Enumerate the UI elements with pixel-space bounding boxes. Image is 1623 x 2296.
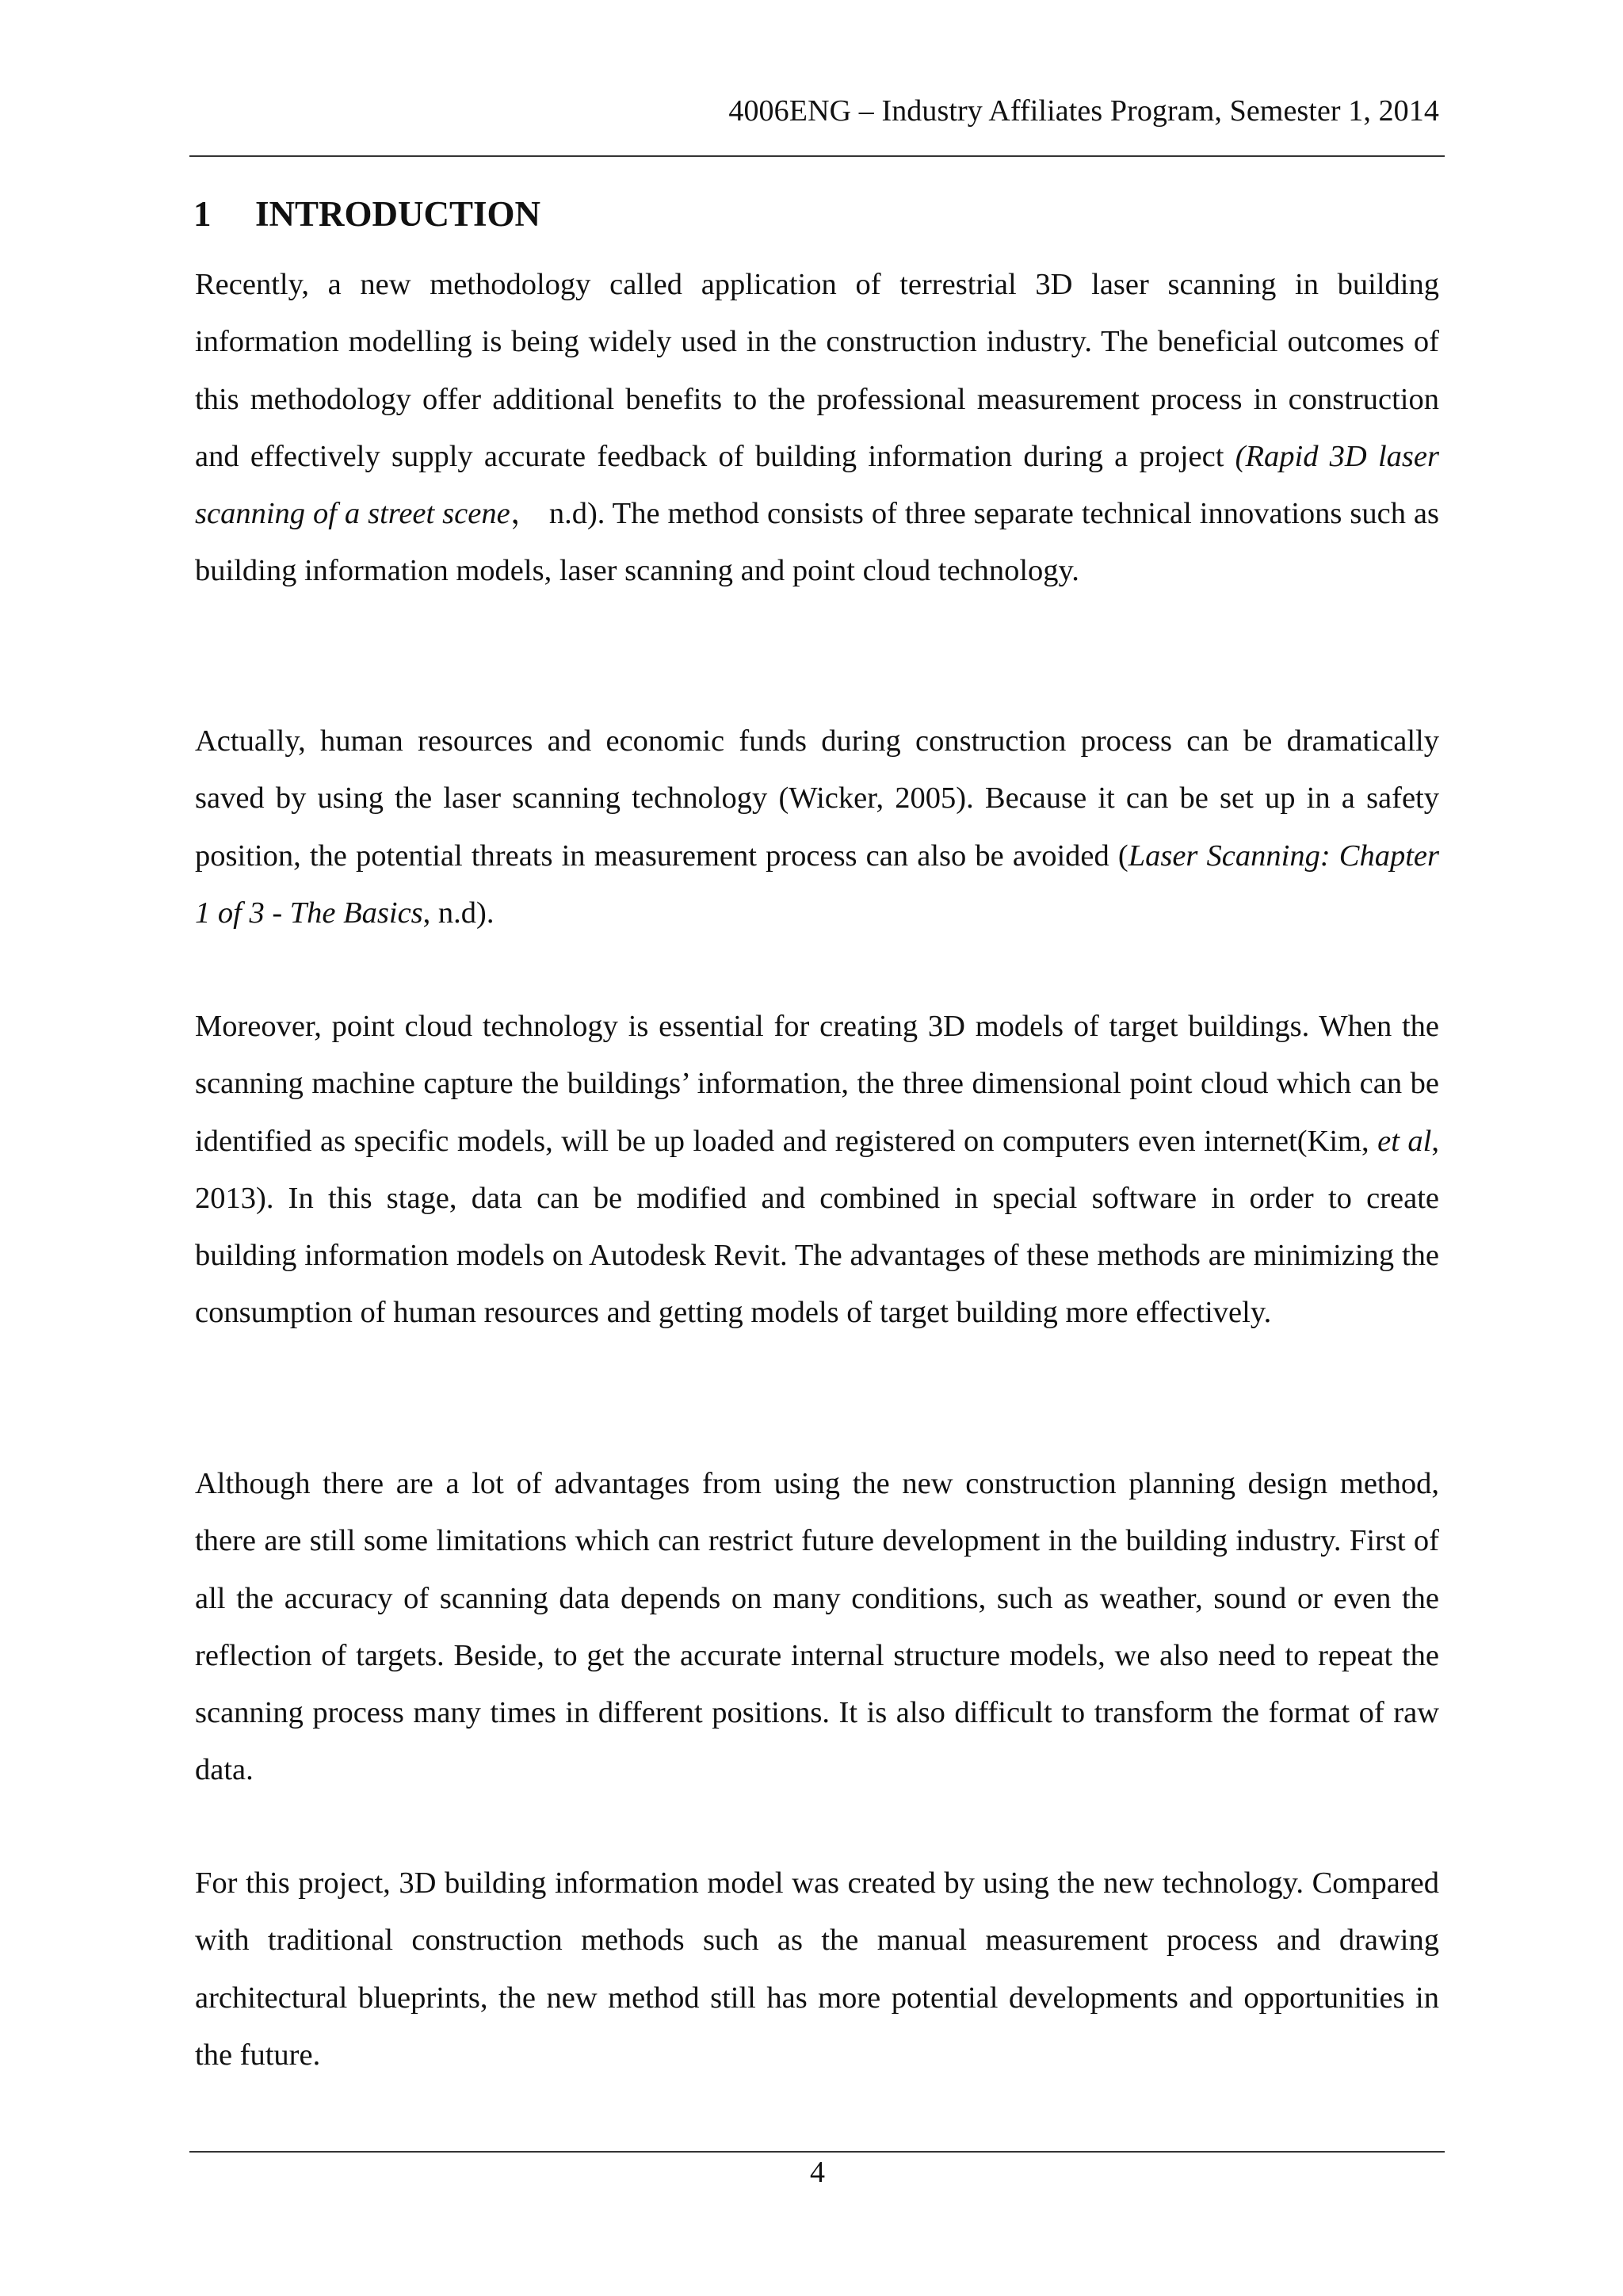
citation-et-al: et al	[1377, 1124, 1432, 1158]
page-number: 4	[810, 2156, 825, 2189]
paragraph-3-text-a: Moreover, point cloud technology is essential for creating 3D models of target buildings. When the scanning machine capture the buildings’ information, the three dimensional point cloud which can be identified as specific models, will be up loaded and registered on computers even internet(Kim,	[195, 1010, 1439, 1158]
citation-rapid-3d-laser-scanning: (Rapid 3D laser scanning of a street scene	[195, 439, 1439, 531]
section-title: INTRODUCTION	[255, 194, 541, 234]
section-heading	[193, 193, 540, 235]
running-header: 4006ENG – Industry Affiliates Program, Semester 1, 2014	[728, 94, 1439, 128]
paragraph-1	[195, 256, 1439, 600]
paragraph-1-text-b: ， n.d). The method consists of three separate technical innovations such as building information models, laser scanning and point cloud technology.	[195, 497, 1439, 588]
header-divider	[189, 155, 1445, 157]
paragraph-3	[195, 998, 1439, 1342]
footer-divider	[189, 2151, 1445, 2153]
section-number: 1	[193, 194, 212, 234]
paragraph-4-text: Although there are a lot of advantages from using the new construction planning design method, there are still some limitations which can restrict future development in the building industry. First of all the accuracy of scanning data depends on many conditions, such as weather, sound or even the reflection of targets. Beside, to get the accurate internal structure models, we also need to repeat the scanning process many times in different positions. It is also difficult to transform the format of raw data.	[195, 1467, 1439, 1787]
paragraph-2	[195, 712, 1439, 942]
paragraph-1-text-a: Recently, a new methodology called application of terrestrial 3D laser scanning in building information modelling is being widely used in the construction industry. The beneficial outcomes of this methodology offer additional benefits to the professional measurement process in construction and effectively supply accurate feedback of building information during a project	[195, 268, 1439, 473]
paragraph-5	[195, 1855, 1439, 2084]
paragraph-3-text-b: , 2013). In this stage, data can be modified and combined in special software in order to create building information models on Autodesk Revit. The advantages of these methods are minimizing the consumption of human resources and getting models of target building more effectively.	[195, 1124, 1439, 1330]
citation-laser-scanning-basics: Laser Scanning: Chapter 1 of 3 - The Basics	[195, 839, 1439, 930]
paragraph-4	[195, 1455, 1439, 1799]
paragraph-2-text-a: Actually, human resources and economic funds during construction process can be dramatically saved by using the laser scanning technology (Wicker, 2005). Because it can be set up in a safety position, the potential threats in measurement process can also be avoided (	[195, 724, 1439, 873]
paragraph-5-text: For this project, 3D building information model was created by using the new technology. Compared with traditional construction methods such as the manual measurement process and drawing architectural blueprints, the new method still has more potential developments and opportunities in the future.	[195, 1866, 1439, 2072]
paragraph-2-text-b: , n.d).	[422, 896, 495, 930]
